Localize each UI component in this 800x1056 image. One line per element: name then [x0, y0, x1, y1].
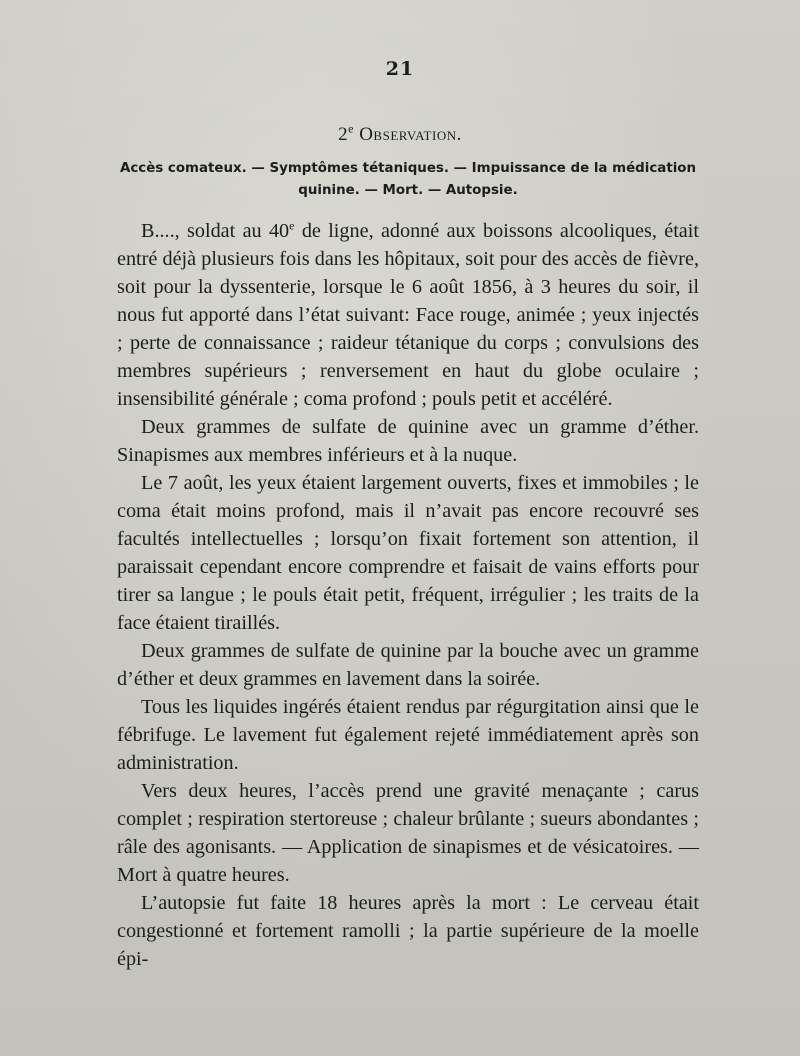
paragraph-7: L’autopsie fut faite 18 heures après la mort : Le cerveau était congestionné et fortement ramolli ; la partie supérieure de la moelle épi- — [117, 892, 699, 970]
observation-ordinal-suffix: e — [348, 121, 354, 136]
body-text — [117, 217, 699, 973]
case-summary: Accès comateux. — Symptômes tétaniques. — Impuissance de la médication quinine. — Mort. — Autopsie. — [119, 161, 697, 198]
paragraph-6: Vers deux heures, l’accès prend une gravité menaçante ; carus complet ; respiration stertoreuse ; chaleur brûlante ; sueurs abondantes ; râle des agonisants. — Application de sinapismes et de vésicatoires. — Mort à quatre heures. — [117, 780, 699, 886]
paragraph-5: Tous les liquides ingérés étaient rendus par régurgitation ainsi que le fébrifuge. Le lavement fut également rejeté immédiatement après son administration. — [117, 696, 699, 774]
page-number: 21 — [385, 58, 415, 80]
paragraph-2: Deux grammes de sulfate de quinine avec un gramme d’éther. Sinapismes aux membres inférieurs et à la nuque. — [117, 416, 699, 466]
paragraph-1-start: B...., soldat au 40 — [141, 220, 290, 242]
paragraph-1 — [117, 217, 699, 413]
paragraph-4: Deux grammes de sulfate de quinine par la bouche avec un gramme d’éther et deux grammes en lavement dans la soirée. — [117, 640, 699, 690]
observation-heading — [0, 121, 800, 146]
observation-title: Observation. — [359, 124, 462, 145]
paragraph-1-rest: de ligne, adonné aux boissons alcooliques, était entré déjà plusieurs fois dans les hôpitaux, soit pour des accès de fièvre, soit pour la dyssenterie, lorsque le 6 août 1856, à 3 heures du soir, il nous fut apporté dans l’état suivant: Face rouge, animée ; yeux injectés ; perte de connaissance ; raideur tétanique du corps ; convulsions des membres supérieurs ; renversement en haut du globe oculaire ; insensibilité générale ; coma profond ; pouls petit et accéléré. — [117, 220, 699, 410]
paragraph-3: Le 7 août, les yeux étaient largement ouverts, fixes et immobiles ; le coma était moins profond, mais il n’avait pas encore recouvré ses facultés intellectuelles ; lorsqu’on fixait fortement son attention, il paraissait cependant encore comprendre et faisait de vains efforts pour tirer sa langue ; le pouls était petit, fréquent, irrégulier ; les traits de la face étaient tiraillés. — [117, 472, 699, 634]
observation-ordinal: 2 — [338, 124, 349, 145]
paragraph-1-superscript: e — [289, 218, 295, 233]
